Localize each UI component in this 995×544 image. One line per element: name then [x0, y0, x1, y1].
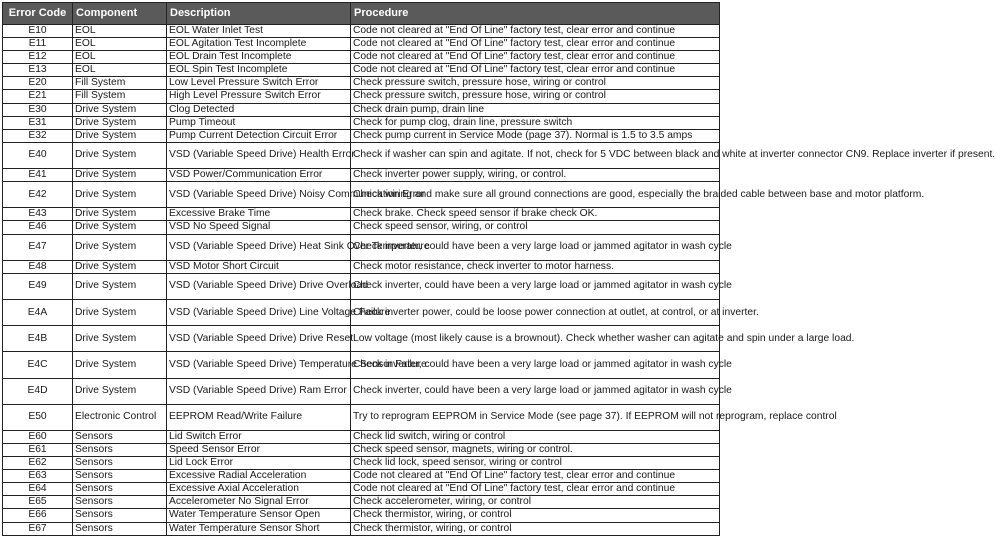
error-code-table-container [2, 2, 995, 536]
component-cell: Fill System [73, 77, 167, 90]
error-code-cell: E61 [3, 444, 73, 457]
table-row [3, 90, 720, 103]
error-code-cell: E4D [3, 378, 73, 404]
procedure-cell: Check inverter power supply, wiring, or control. [351, 169, 720, 182]
description-cell: EOL Spin Test Incomplete [167, 64, 351, 77]
table-row [3, 444, 720, 457]
component-cell: Sensors [73, 457, 167, 470]
procedure-cell: Code not cleared at "End Of Line" factory test, clear error and continue [351, 470, 720, 483]
procedure-cell: Check pressure switch, pressure hose, wiring or control [351, 77, 720, 90]
table-row [3, 208, 720, 221]
procedure-cell: Check lid switch, wiring or control [351, 430, 720, 443]
description-cell: VSD Motor Short Circuit [167, 260, 351, 273]
procedure-cell: Check thermistor, wiring, or control [351, 509, 720, 522]
procedure-cell: Check if washer can spin and agitate. If not, check for 5 VDC between black and white at inverter connector CN9. Replace inverter if present. [351, 142, 720, 168]
component-cell: Sensors [73, 483, 167, 496]
procedure-cell: Check inverter, could have been a very large load or jammed agitator in wash cycle [351, 234, 720, 260]
table-row [3, 129, 720, 142]
error-code-cell: E12 [3, 51, 73, 64]
header-error-code: Error Code [3, 3, 73, 25]
table-row [3, 25, 720, 38]
error-code-cell: E49 [3, 273, 73, 299]
procedure-cell: Check wiring and make sure all ground connections are good, especially the braided cable between base and motor platform. [351, 182, 720, 208]
component-cell: Sensors [73, 496, 167, 509]
error-code-cell: E40 [3, 142, 73, 168]
component-cell: Drive System [73, 378, 167, 404]
table-row [3, 142, 720, 168]
table-row [3, 103, 720, 116]
component-cell: Drive System [73, 103, 167, 116]
description-cell: VSD (Variable Speed Drive) Line Voltage Failure [167, 299, 351, 325]
component-cell: EOL [73, 25, 167, 38]
error-code-cell: E46 [3, 221, 73, 234]
procedure-cell: Code not cleared at "End Of Line" factory test, clear error and continue [351, 483, 720, 496]
component-cell: Sensors [73, 509, 167, 522]
table-body [3, 25, 995, 536]
error-code-cell: E63 [3, 470, 73, 483]
table-row [3, 378, 720, 404]
header-component: Component [73, 3, 167, 25]
procedure-cell: Check inverter, could have been a very large load or jammed agitator in wash cycle [351, 352, 720, 378]
component-cell: Sensors [73, 522, 167, 535]
component-cell: Drive System [73, 116, 167, 129]
error-code-cell: E65 [3, 496, 73, 509]
procedure-cell: Check inverter power, could be loose power connection at outlet, at control, or at inverter. [351, 299, 720, 325]
table-row [3, 169, 720, 182]
description-cell: High Level Pressure Switch Error [167, 90, 351, 103]
error-code-cell: E10 [3, 25, 73, 38]
procedure-cell: Check inverter, could have been a very large load or jammed agitator in wash cycle [351, 378, 720, 404]
component-cell: EOL [73, 38, 167, 51]
component-cell: Drive System [73, 169, 167, 182]
component-cell: Drive System [73, 142, 167, 168]
component-cell: EOL [73, 51, 167, 64]
description-cell: Speed Sensor Error [167, 444, 351, 457]
error-code-table [2, 2, 995, 536]
table-row [3, 352, 720, 378]
error-code-cell: E41 [3, 169, 73, 182]
component-cell: Sensors [73, 470, 167, 483]
table-row [3, 77, 720, 90]
table-row [3, 182, 720, 208]
description-cell: Water Temperature Sensor Open [167, 509, 351, 522]
table-row [3, 221, 720, 234]
error-code-cell: E13 [3, 64, 73, 77]
procedure-cell: Code not cleared at "End Of Line" factory test, clear error and continue [351, 38, 720, 51]
procedure-cell: Code not cleared at "End Of Line" factory test, clear error and continue [351, 51, 720, 64]
table-row [3, 260, 720, 273]
component-cell: Drive System [73, 234, 167, 260]
error-code-cell: E60 [3, 430, 73, 443]
error-code-cell: E43 [3, 208, 73, 221]
table-row [3, 430, 720, 443]
description-cell: VSD No Speed Signal [167, 221, 351, 234]
description-cell: VSD (Variable Speed Drive) Temperature Sensor Failure [167, 352, 351, 378]
error-code-cell: E31 [3, 116, 73, 129]
procedure-cell: Check speed sensor, wiring, or control [351, 221, 720, 234]
error-code-cell: E47 [3, 234, 73, 260]
error-code-cell: E62 [3, 457, 73, 470]
error-code-cell: E67 [3, 522, 73, 535]
description-cell: Excessive Axial Acceleration [167, 483, 351, 496]
table-row [3, 483, 720, 496]
description-cell: EOL Drain Test Incomplete [167, 51, 351, 64]
description-cell: Water Temperature Sensor Short [167, 522, 351, 535]
component-cell: Drive System [73, 326, 167, 352]
procedure-cell: Check accelerometer, wiring, or control [351, 496, 720, 509]
table-row [3, 457, 720, 470]
procedure-cell: Code not cleared at "End Of Line" factory test, clear error and continue [351, 64, 720, 77]
error-code-cell: E11 [3, 38, 73, 51]
error-code-cell: E4A [3, 299, 73, 325]
component-cell: EOL [73, 64, 167, 77]
table-row [3, 470, 720, 483]
error-code-cell: E64 [3, 483, 73, 496]
procedure-cell: Check motor resistance, check inverter to motor harness. [351, 260, 720, 273]
description-cell: VSD (Variable Speed Drive) Ram Error [167, 378, 351, 404]
procedure-cell: Try to reprogram EEPROM in Service Mode (see page 37). If EEPROM will not reprogram, replace control [351, 404, 720, 430]
component-cell: Fill System [73, 90, 167, 103]
error-code-cell: E42 [3, 182, 73, 208]
procedure-cell: Check for pump clog, drain line, pressure switch [351, 116, 720, 129]
error-code-cell: E30 [3, 103, 73, 116]
component-cell: Drive System [73, 299, 167, 325]
table-row [3, 404, 720, 430]
procedure-cell: Check speed sensor, magnets, wiring or control. [351, 444, 720, 457]
description-cell: Accelerometer No Signal Error [167, 496, 351, 509]
component-cell: Sensors [73, 444, 167, 457]
component-cell: Drive System [73, 129, 167, 142]
component-cell: Drive System [73, 260, 167, 273]
description-cell: Pump Timeout [167, 116, 351, 129]
component-cell: Drive System [73, 182, 167, 208]
error-code-cell: E66 [3, 509, 73, 522]
procedure-cell: Check thermistor, wiring, or control [351, 522, 720, 535]
table-row [3, 51, 720, 64]
description-cell: Low Level Pressure Switch Error [167, 77, 351, 90]
table-row [3, 496, 720, 509]
component-cell: Drive System [73, 273, 167, 299]
procedure-cell: Check inverter, could have been a very large load or jammed agitator in wash cycle [351, 273, 720, 299]
description-cell: EOL Water Inlet Test [167, 25, 351, 38]
procedure-cell: Low voltage (most likely cause is a brownout). Check whether washer can agitate and spin under a large load. [351, 326, 720, 352]
description-cell: VSD (Variable Speed Drive) Heat Sink Over Temperature [167, 234, 351, 260]
error-code-cell: E50 [3, 404, 73, 430]
header-row [3, 3, 720, 25]
error-code-cell: E48 [3, 260, 73, 273]
description-cell: Lid Switch Error [167, 430, 351, 443]
table-row [3, 234, 720, 260]
procedure-cell: Check drain pump, drain line [351, 103, 720, 116]
description-cell: Excessive Radial Acceleration [167, 470, 351, 483]
procedure-cell: Check brake. Check speed sensor if brake check OK. [351, 208, 720, 221]
component-cell: Drive System [73, 352, 167, 378]
error-code-cell: E21 [3, 90, 73, 103]
table-row [3, 64, 720, 77]
description-cell: EEPROM Read/Write Failure [167, 404, 351, 430]
table-row [3, 509, 720, 522]
component-cell: Drive System [73, 221, 167, 234]
table-row [3, 326, 720, 352]
description-cell: EOL Agitation Test Incomplete [167, 38, 351, 51]
header-procedure: Procedure [351, 3, 720, 25]
table-row [3, 299, 720, 325]
description-cell: VSD (Variable Speed Drive) Health Error [167, 142, 351, 168]
procedure-cell: Check lid lock, speed sensor, wiring or control [351, 457, 720, 470]
table-row [3, 273, 720, 299]
error-code-cell: E20 [3, 77, 73, 90]
table-header [3, 3, 720, 25]
error-code-cell: E4C [3, 352, 73, 378]
description-cell: VSD (Variable Speed Drive) Noisy Communication Error [167, 182, 351, 208]
component-cell: Drive System [73, 208, 167, 221]
description-cell: Lid Lock Error [167, 457, 351, 470]
procedure-cell: Check pump current in Service Mode (page 37). Normal is 1.5 to 3.5 amps [351, 129, 720, 142]
description-cell: Clog Detected [167, 103, 351, 116]
table-row [3, 116, 720, 129]
description-cell: VSD (Variable Speed Drive) Drive Reset [167, 326, 351, 352]
component-cell: Sensors [73, 430, 167, 443]
procedure-cell: Check pressure switch, pressure hose, wiring or control [351, 90, 720, 103]
description-cell: Pump Current Detection Circuit Error [167, 129, 351, 142]
component-cell: Electronic Control [73, 404, 167, 430]
error-code-cell: E32 [3, 129, 73, 142]
description-cell: VSD (Variable Speed Drive) Drive Overload [167, 273, 351, 299]
description-cell: Excessive Brake Time [167, 208, 351, 221]
header-description: Description [167, 3, 351, 25]
description-cell: VSD Power/Communication Error [167, 169, 351, 182]
table-row [3, 522, 720, 535]
table-row [3, 38, 720, 51]
error-code-cell: E4B [3, 326, 73, 352]
procedure-cell: Code not cleared at "End Of Line" factory test, clear error and continue [351, 25, 720, 38]
